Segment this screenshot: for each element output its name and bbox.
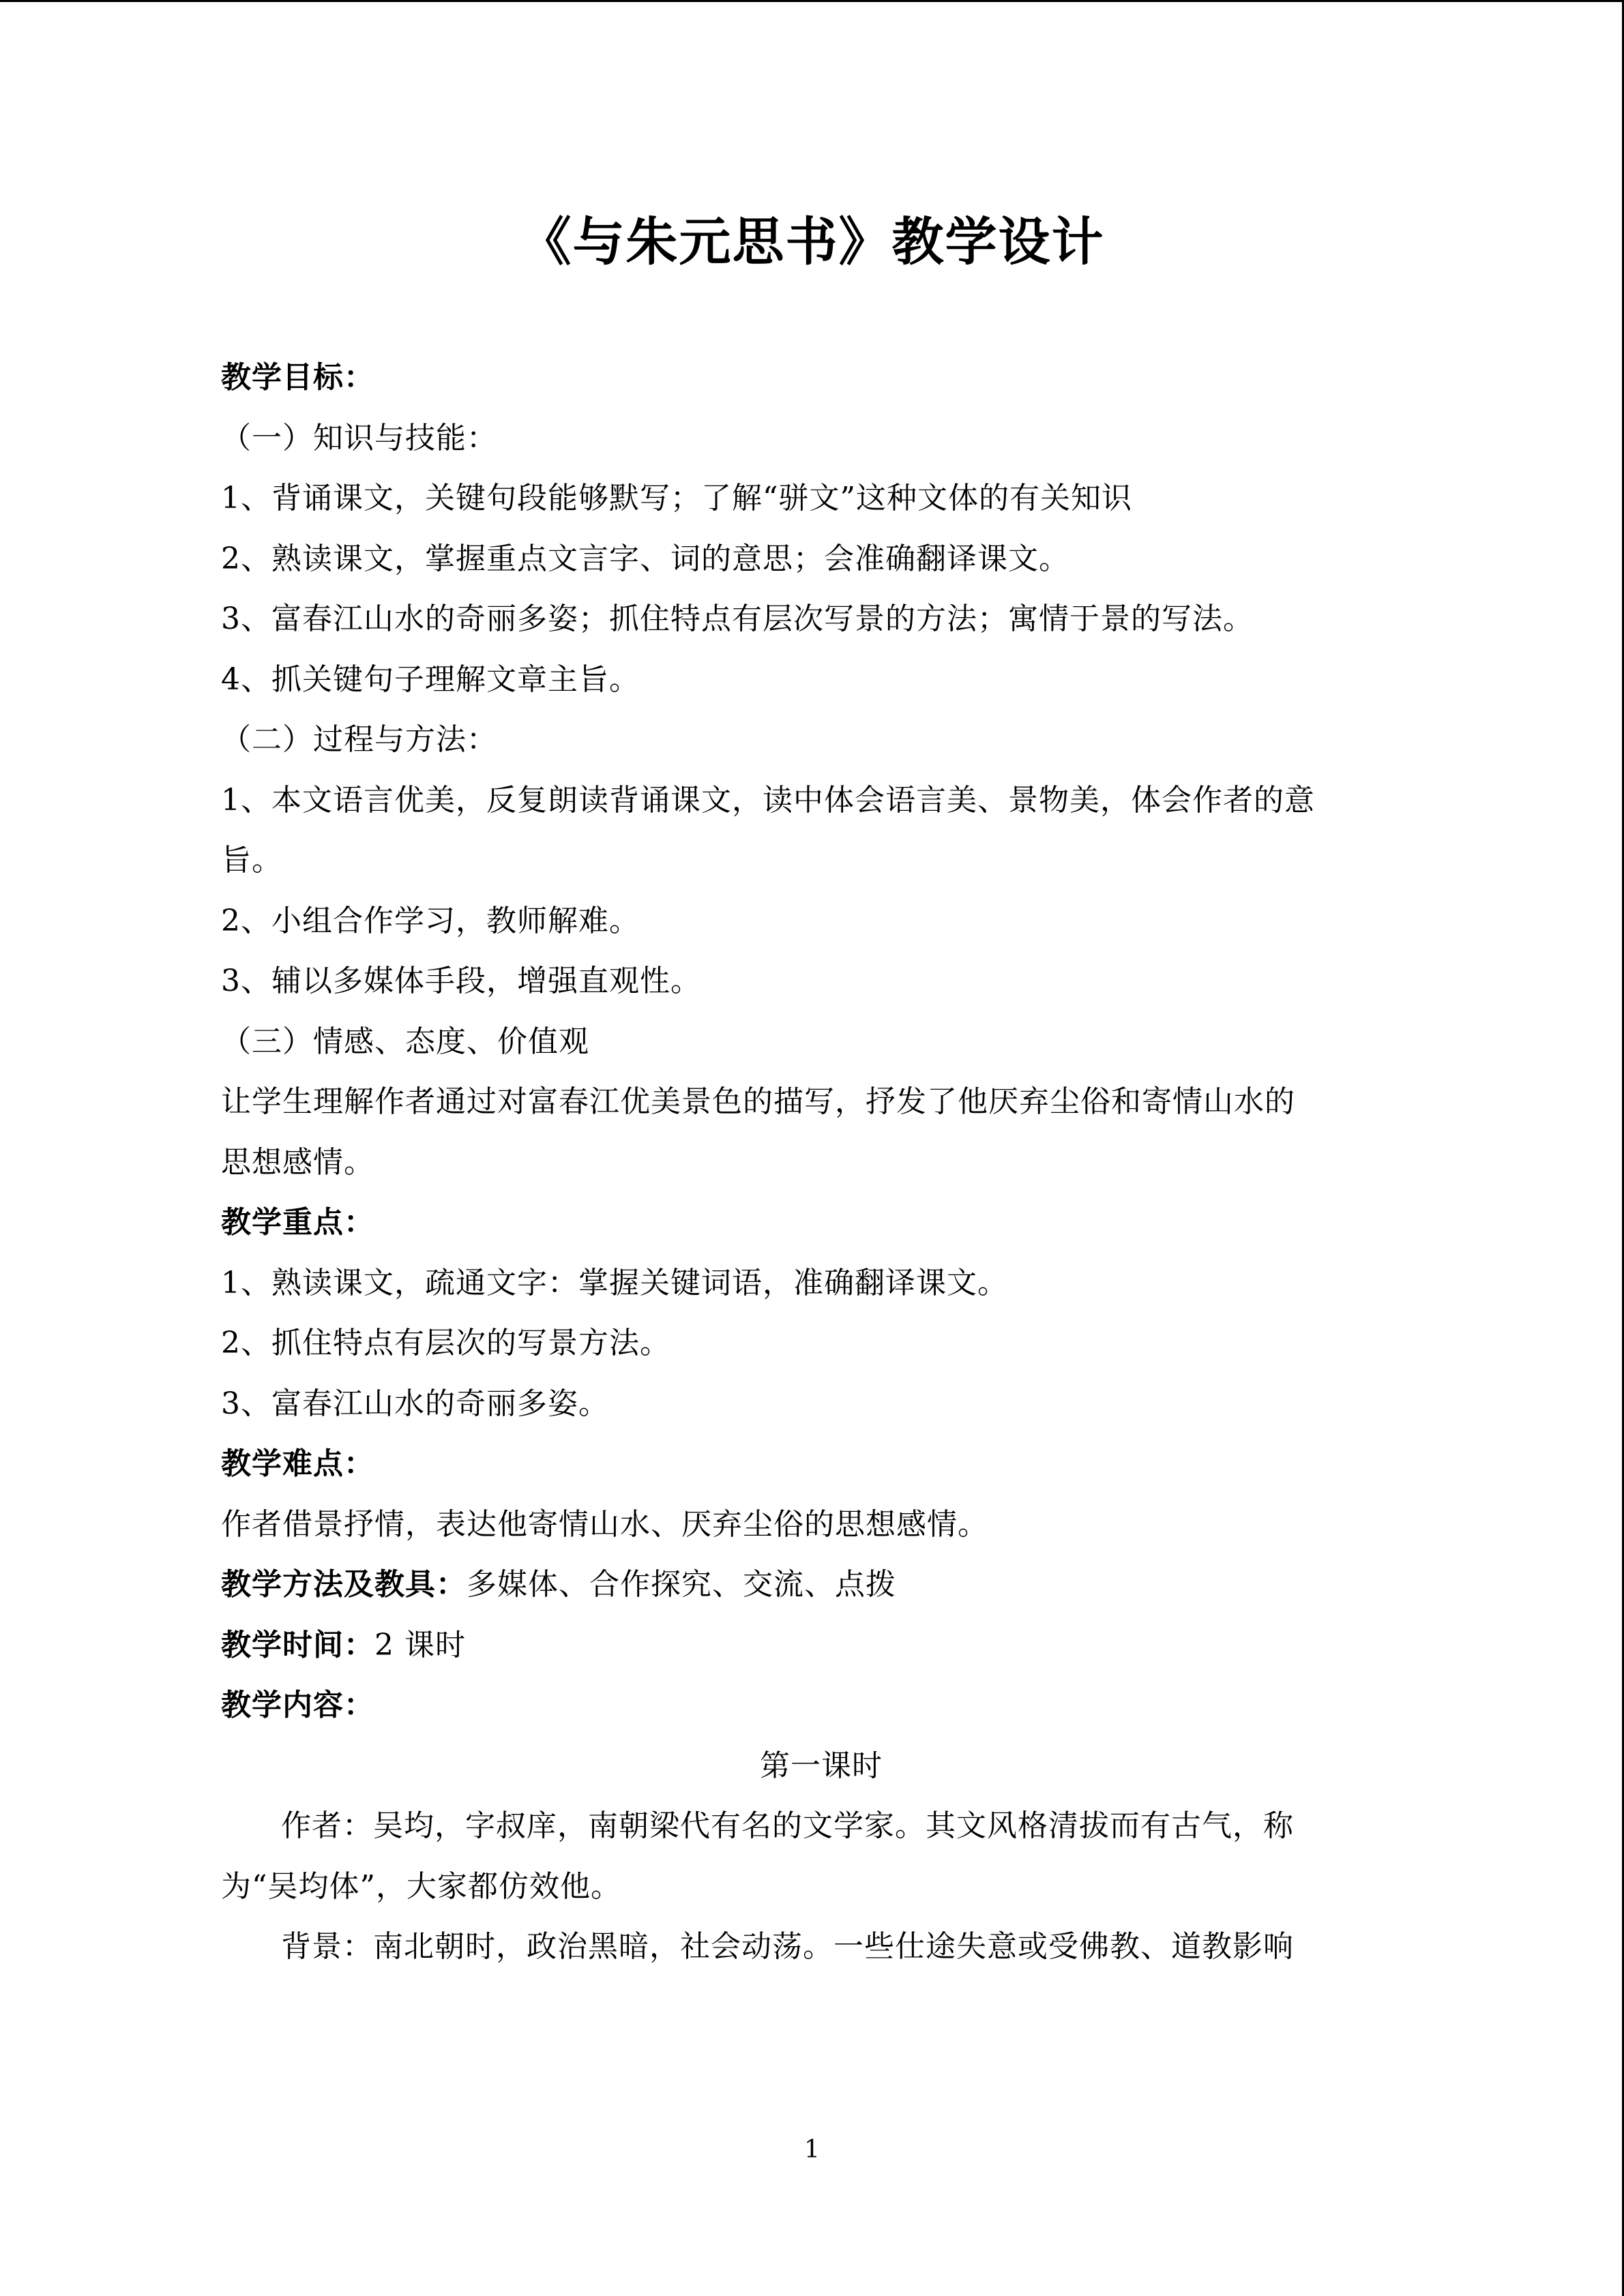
objective-item: 4、抓关键句子理解文章主旨。 [221,661,640,697]
values-paragraph: 让学生理解作者通过对富春江优美景色的描写，抒发了他厌弃尘俗和寄情山水的 [221,1084,1295,1119]
author-paragraph: 作者：吴均，字叔庠，南朝梁代有名的文学家。其文风格清拔而有古气，称 [281,1808,1294,1843]
section-heading-key-points: 教学重点： [221,1205,374,1240]
objective-item: 3、辅以多媒体手段，增强直观性。 [221,964,701,998]
subheading-values: （三）情感、态度、价值观 [221,1024,589,1059]
methods-label: 教学方法及教具： [221,1567,467,1602]
subheading-knowledge-skills: （一）知识与技能： [221,420,497,456]
section-heading-objectives: 教学目标： [221,360,374,395]
objective-item: 3、富春江山水的奇丽多姿；抓住特点有层次写景的方法；寓情于景的写法。 [221,601,1254,636]
background-paragraph: 背景：南北朝时，政治黑暗，社会动荡。一些仕途失意或受佛教、道教影响 [281,1929,1294,1964]
values-paragraph-continued: 思想感情。 [221,1144,374,1180]
key-point-item: 2、抓住特点有层次的写景方法。 [221,1326,670,1360]
key-point-item: 3、富春江山水的奇丽多姿。 [221,1386,609,1421]
lesson-heading: 第一课时 [760,1748,883,1783]
methods-value: 多媒体、合作探究、交流、点拨 [467,1567,896,1602]
key-point-item: 1、熟读课文，疏通文字：掌握关键词语，准确翻译课文。 [221,1265,1008,1300]
time-value: 2 课时 [374,1627,466,1663]
objective-item: 1、背诵课文，关键句段能够默写；了解“骈文”这种文体的有关知识 [221,481,1132,516]
difficulty-item: 作者借景抒情，表达他寄情山水、厌弃尘俗的思想感情。 [221,1506,988,1542]
objective-item-continued: 旨。 [221,843,282,878]
author-paragraph-continued: 为“吴均体”，大家都仿效他。 [221,1868,621,1904]
document-title: 《与朱元思书》教学设计 [519,211,1105,272]
page-border-top [0,0,1624,2]
page-number: 1 [804,2136,820,2164]
section-heading-content: 教学内容： [221,1688,374,1723]
subheading-process-method: （二）过程与方法： [221,722,497,757]
document-body [221,348,1421,1978]
objective-item: 2、熟读课文，掌握重点文言字、词的意思；会准确翻译课文。 [221,541,1069,576]
time-label: 教学时间： [221,1627,374,1663]
methods-line [221,1555,1421,1615]
objective-item: 1、本文语言优美，反复朗读背诵课文，读中体会语言美、景物美，体会作者的意 [221,782,1315,818]
section-heading-difficulties: 教学难点： [221,1446,374,1481]
time-line [221,1615,1421,1676]
objective-item: 2、小组合作学习，教师解难。 [221,903,640,938]
